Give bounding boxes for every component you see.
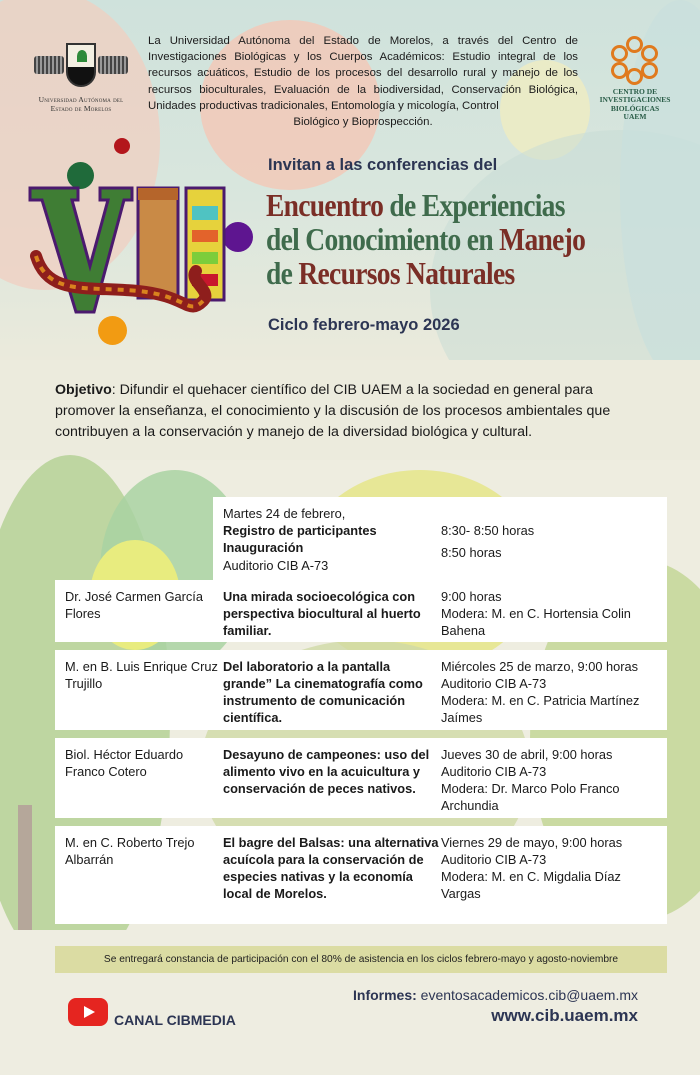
uaem-crest-icon [24, 38, 138, 92]
opening-row: Martes 24 de febrero, Registro de participantes 8:30- 8:50 horas Inauguración 8:50 horas Auditorio CIB A-73 [213, 497, 667, 580]
objective-label: Objetivo [55, 382, 112, 398]
orange-dot [98, 316, 127, 345]
talk-title: Del laboratorio a la pantalla grande” La cinematografía como instrumento de comunicación científica. [223, 659, 423, 725]
talk-title: Una mirada socioecológica con perspectiva biocultural al huerto familiar. [223, 589, 421, 638]
event-title: Encuentro de Experiencias del Conocimiento en Manejo de Recursos Naturales [266, 187, 586, 291]
uaem-name: Universidad Autónoma del Estado de Morelos [38, 95, 124, 113]
invitation-line: Invitan a las conferencias del [268, 156, 498, 174]
purple-dot [223, 222, 253, 252]
green-dot [67, 162, 94, 189]
program-table [55, 497, 667, 924]
cib-name: CENTRO DE INVESTIGACIONES BIOLÓGICAS UAEM [599, 87, 671, 121]
website-link[interactable]: www.cib.uaem.mx [491, 1006, 638, 1025]
talk-row [55, 738, 667, 818]
talk-schedule: Jueves 30 de abril, 9:00 horas Auditorio CIB A-73 Modera: Dr. Marco Polo Franco Archundia [441, 747, 620, 813]
talk-title: El bagre del Balsas: una alternativa acuícola para la conservación de especies nativas y la economía local de Morelos. [223, 835, 439, 901]
cib-flower-icon [611, 36, 659, 84]
talk-row [55, 650, 667, 730]
speaker: Biol. Héctor Eduardo Franco Cotero [65, 747, 184, 779]
talk-title: Desayuno de campeones: uso del alimento vivo en la acuicultura y conservación de peces nativos. [223, 747, 430, 796]
info-label: Informes: [353, 987, 417, 1003]
talk-row [55, 580, 667, 642]
speaker: Dr. José Carmen García Flores [65, 589, 203, 621]
objective-paragraph: Objetivo: Difundir el quehacer científico del CIB UAEM a la sociedad en general para promover la enseñanza, el conocimiento y la discusión de los procesos ambientales que contribuyen a la conservación y manejo de la diversidad biológica y cultural. [55, 382, 611, 440]
red-dot [114, 138, 130, 154]
talk-schedule: 9:00 horas Modera: M. en C. Hortensia Colin Bahena [441, 589, 631, 638]
contact-email[interactable]: eventosacademicos.cib@uaem.mx [416, 987, 638, 1003]
vii-numeral-logo [28, 186, 226, 316]
talk-row [55, 826, 667, 924]
talk-schedule: Viernes 29 de mayo, 9:00 horas Auditorio CIB A-73 Modera: M. en C. Migdalia Díaz Vargas [441, 835, 623, 901]
intro-text: La Universidad Autónoma del Estado de Morelos, a través del Centro de Investigaciones Biológicas y los Cuerpos Académicos: Estudio integral de los recursos acuáticos, Estudio de los procesos del desarrollo rural y manejo de los recursos bioculturales, Evaluación de la biodiversidad, Conservación Biológica, Unidades productivas tradicionales, Entomología y micología, Control Biológico y Bioprospección. [148, 35, 578, 129]
speaker: M. en C. Roberto Trejo Albarrán [65, 835, 195, 867]
youtube-icon[interactable] [68, 998, 108, 1026]
uaem-logo [24, 38, 138, 113]
contact-info [353, 987, 638, 1003]
attendance-notice: Se entregará constancia de participación con el 80% de asistencia en los ciclos febrero-mayo y agosto-noviembre [55, 946, 667, 973]
cycle-label: Ciclo febrero-mayo 2026 [268, 316, 460, 334]
talk-schedule: Miércoles 25 de marzo, 9:00 horas Auditorio CIB A-73 Modera: M. en C. Patricia Martínez Jaímes [441, 659, 640, 725]
youtube-channel-link[interactable]: CANAL CIBMEDIA [114, 1012, 236, 1028]
cib-logo [595, 36, 675, 121]
speaker: M. en B. Luis Enrique Cruz Trujillo [65, 659, 218, 691]
